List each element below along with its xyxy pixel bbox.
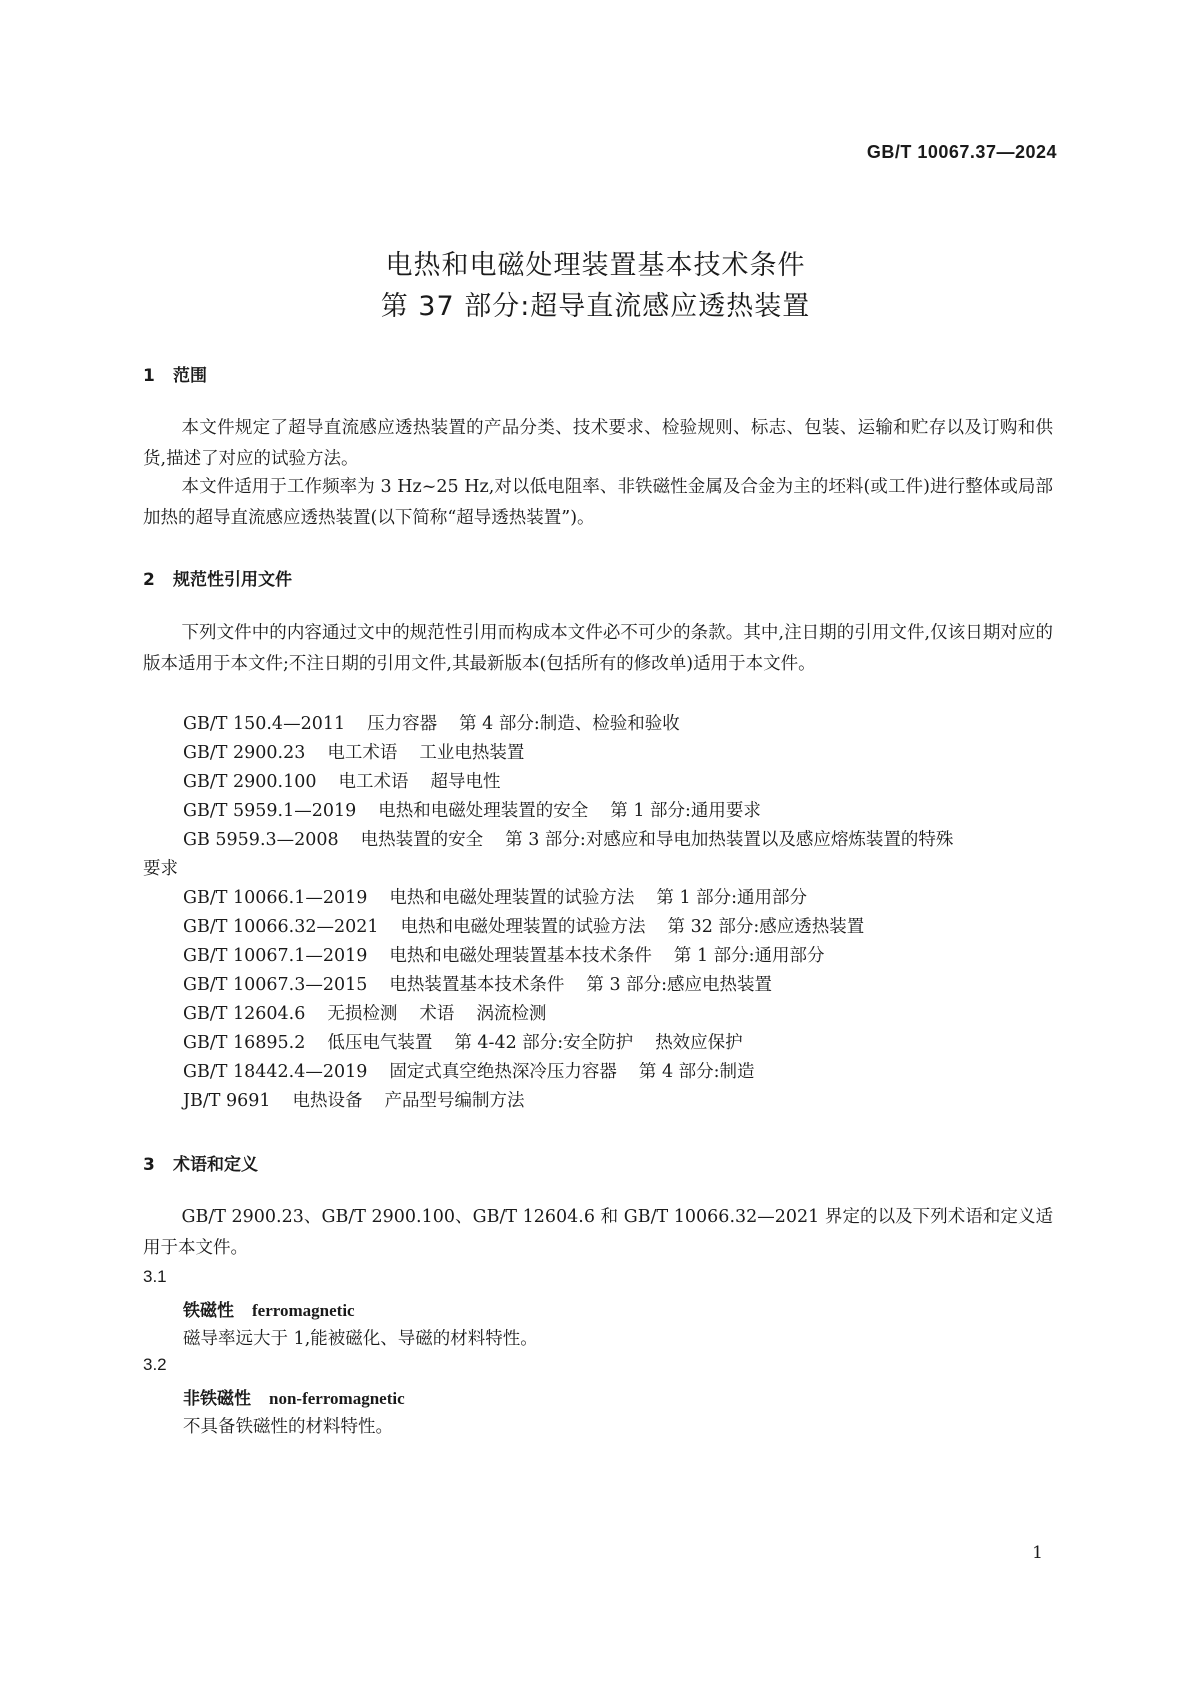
reference-title: 第 4-42 部分:安全防护 <box>454 1033 634 1053</box>
reference-title: 压力容器 <box>367 714 438 734</box>
section-number: 2 <box>143 570 155 590</box>
page-number: 1 <box>1032 1543 1043 1563</box>
reference-title: 电热装置的安全 <box>360 830 484 850</box>
section-1-heading <box>143 361 207 386</box>
section-2-heading <box>143 565 292 590</box>
section-title: 规范性引用文件 <box>173 570 292 590</box>
section-number: 1 <box>143 366 155 386</box>
reference-title: 第 4 部分:制造、检验和验收 <box>459 714 680 734</box>
term-en: non-ferromagnetic <box>269 1389 405 1408</box>
term-zh: 非铁磁性 <box>183 1389 251 1409</box>
clause-number: 3.1 <box>143 1267 167 1286</box>
reference-title: 第 1 部分:通用部分 <box>656 888 808 908</box>
reference-code: GB/T 12604.6 <box>183 1004 306 1024</box>
scope-paragraph-2: 本文件适用于工作频率为 3 Hz~25 Hz,对以低电阻率、非铁磁性金属及合金为主的坯料(或工件)进行整体或局部加热的超导直流感应透热装置(以下简称“超导透热装置”)。 <box>143 477 1053 528</box>
reference-title: 电工术语 <box>338 772 409 792</box>
reference-code: GB/T 2900.23 <box>183 743 306 763</box>
reference-title: 无损检测 <box>327 1004 398 1024</box>
reference-title: 产品型号编制方法 <box>384 1091 525 1111</box>
reference-item <box>183 739 524 764</box>
term-definition: 磁导率远大于 1,能被磁化、导磁的材料特性。 <box>183 1329 538 1349</box>
reference-title: 第 1 部分:通用部分 <box>673 946 825 966</box>
reference-title: 电热和电磁处理装置基本技术条件 <box>389 946 652 966</box>
reference-title: 术语 <box>419 1004 455 1024</box>
reference-code: GB/T 10066.32—2021 <box>183 917 379 937</box>
reference-item <box>183 1000 546 1025</box>
reference-title: 第 1 部分:通用要求 <box>610 801 761 821</box>
reference-code: GB/T 5959.1—2019 <box>183 801 357 821</box>
term-zh: 铁磁性 <box>183 1301 234 1321</box>
reference-title: 超导电性 <box>430 772 501 792</box>
reference-code: GB/T 10067.3—2015 <box>183 975 368 995</box>
reference-continuation: 要求 <box>143 859 178 879</box>
section-3-heading <box>143 1150 258 1175</box>
reference-item <box>183 1087 525 1112</box>
reference-item <box>183 1058 755 1083</box>
reference-title: 电热和电磁处理装置的安全 <box>378 801 589 821</box>
reference-item <box>183 913 864 938</box>
normative-references-intro: 下列文件中的内容通过文中的规范性引用而构成本文件必不可少的条款。其中,注日期的引用文件,仅该日期对应的版本适用于本文件;不注日期的引用文件,其最新版本(包括所有的修改单)适用于本文件。 <box>143 623 1053 674</box>
term-en: ferromagnetic <box>252 1301 355 1320</box>
reference-item <box>183 942 825 967</box>
reference-item <box>183 971 772 996</box>
reference-item <box>183 768 500 793</box>
reference-title: 第 32 部分:感应透热装置 <box>667 917 865 937</box>
scope-paragraph-1: 本文件规定了超导直流感应透热装置的产品分类、技术要求、检验规则、标志、包装、运输和贮存以及订购和供货,描述了对应的试验方法。 <box>143 418 1053 469</box>
document-title-line2: 第 37 部分:超导直流感应透热装置 <box>380 291 811 322</box>
term-definition: 不具备铁磁性的材料特性。 <box>183 1417 393 1437</box>
reference-title: 涡流检测 <box>476 1004 547 1024</box>
term-heading <box>183 1384 405 1409</box>
terms-intro: GB/T 2900.23、GB/T 2900.100、GB/T 12604.6 和 GB/T 10066.32—2021 界定的以及下列术语和定义适用于本文件。 <box>143 1207 1053 1258</box>
reference-item <box>183 826 953 851</box>
clause-number: 3.2 <box>143 1355 167 1374</box>
reference-title: 热效应保护 <box>655 1033 743 1053</box>
reference-title: 第 3 部分:对感应和导电加热装置以及感应熔炼装置的特殊 <box>505 830 954 850</box>
reference-title: 电热设备 <box>292 1091 363 1111</box>
reference-code: GB/T 2900.100 <box>183 772 317 792</box>
section-title: 术语和定义 <box>173 1155 258 1175</box>
term-heading <box>183 1296 355 1321</box>
reference-item <box>183 884 807 909</box>
reference-title: 电热和电磁处理装置的试验方法 <box>389 888 635 908</box>
reference-item <box>183 710 680 735</box>
reference-title: 电热和电磁处理装置的试验方法 <box>400 917 646 937</box>
reference-code: GB 5959.3—2008 <box>183 830 339 850</box>
standard-number: GB/T 10067.37—2024 <box>866 142 1057 162</box>
reference-code: GB/T 10066.1—2019 <box>183 888 368 908</box>
reference-code: GB/T 10067.1—2019 <box>183 946 368 966</box>
reference-code: GB/T 150.4—2011 <box>183 714 346 734</box>
reference-code: GB/T 18442.4—2019 <box>183 1062 368 1082</box>
reference-title: 工业电热装置 <box>419 743 525 763</box>
document-title-line1: 电热和电磁处理装置基本技术条件 <box>385 250 806 281</box>
reference-item <box>183 797 761 822</box>
reference-title: 固定式真空绝热深冷压力容器 <box>389 1062 617 1082</box>
reference-title: 第 4 部分:制造 <box>638 1062 755 1082</box>
reference-code: GB/T 16895.2 <box>183 1033 306 1053</box>
section-title: 范围 <box>173 366 207 386</box>
reference-item <box>183 1029 743 1054</box>
reference-title: 低压电气装置 <box>327 1033 433 1053</box>
section-number: 3 <box>143 1155 155 1175</box>
reference-code: JB/T 9691 <box>183 1091 271 1111</box>
reference-title: 第 3 部分:感应电热装置 <box>586 975 773 995</box>
reference-title: 电热装置基本技术条件 <box>389 975 565 995</box>
reference-title: 电工术语 <box>327 743 398 763</box>
